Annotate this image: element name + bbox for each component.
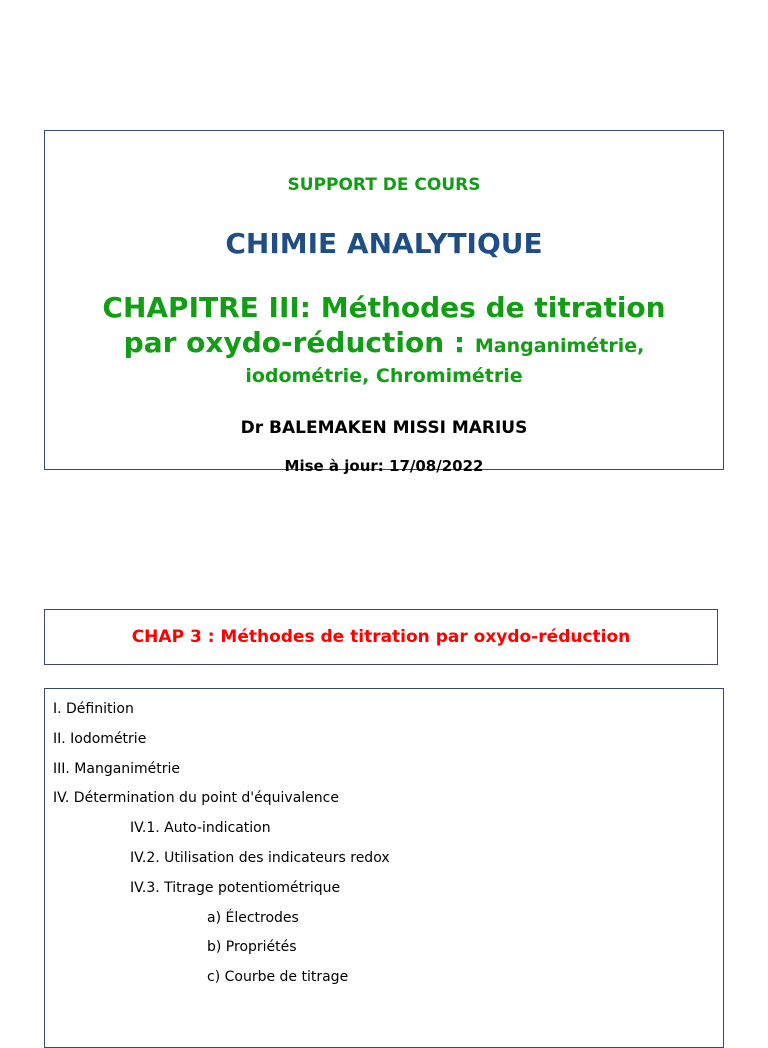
toc-item: I. Définition	[53, 701, 134, 717]
chapter-subtitle-a: Manganimétrie,	[474, 335, 645, 357]
title-slide	[44, 130, 724, 475]
chapter-title-line2	[45, 325, 723, 364]
toc-item: IV.2. Utilisation des indicateurs redox	[130, 850, 390, 866]
chapter-title-line2-main: par oxydo-réduction :	[123, 326, 475, 359]
toc-item: b) Propriétés	[207, 939, 297, 956]
chapter-subtitle-b: iodométrie, Chromimétrie	[245, 365, 523, 387]
course-title: CHIMIE ANALYTIQUE	[225, 227, 543, 260]
chapter-title-line1: CHAPITRE III: Méthodes de titration	[102, 291, 666, 324]
author-name: Dr BALEMAKEN MISSI MARIUS	[240, 418, 528, 438]
toc-item: IV.1. Auto-indication	[130, 820, 271, 837]
toc-slide	[44, 688, 724, 1048]
toc-item: II. Iodométrie	[53, 730, 147, 747]
chapter-title	[45, 290, 723, 388]
toc-item: a) Électrodes	[207, 909, 299, 926]
support-label: SUPPORT DE COURS	[287, 175, 481, 195]
chapter-heading: CHAP 3 : Méthodes de titration par oxydo-réduction	[131, 627, 631, 647]
toc-item: IV. Détermination du point d'équivalence	[53, 790, 339, 807]
toc-item: IV.3. Titrage potentiométrique	[130, 879, 341, 896]
update-date: Mise à jour: 17/08/2022	[284, 457, 484, 475]
toc-item: III. Manganimétrie	[53, 760, 181, 777]
chapter-slide	[44, 609, 718, 665]
toc-item: c) Courbe de titrage	[207, 969, 349, 986]
